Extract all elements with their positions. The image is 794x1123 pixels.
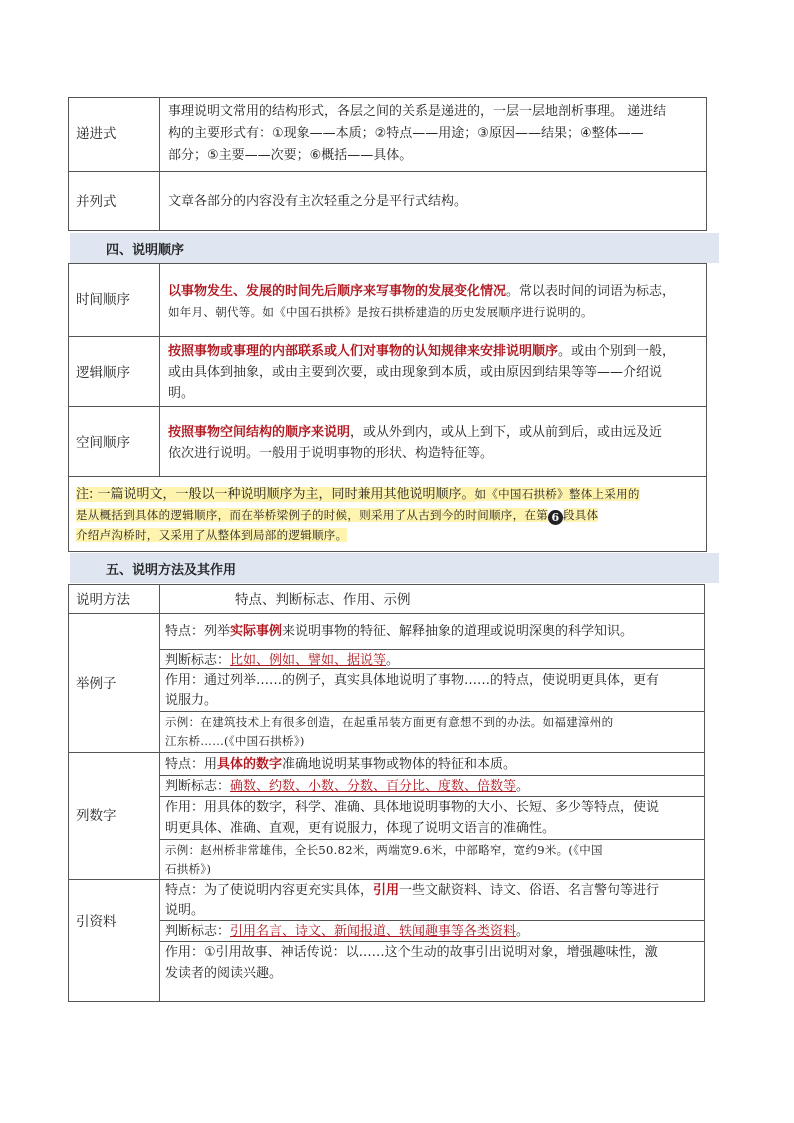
paragraph-number-badge: 6 bbox=[548, 510, 563, 525]
number-use-line-1: 作用：用具体的数字，科学、准确、具体地说明事物的大小、长短、多少等特点，使说 bbox=[165, 800, 660, 815]
order-table-row-divider bbox=[68, 336, 707, 337]
row-label-binglie: 并列式 bbox=[76, 194, 117, 210]
number-marker: 判断标志：确数、约数、小数、分数、百分比、度数、倍数等。 bbox=[165, 779, 530, 794]
section-heading-order bbox=[70, 233, 719, 263]
row-label-space: 空间顺序 bbox=[76, 435, 130, 451]
method-row-divider bbox=[68, 752, 705, 753]
section-title: 五、说明方法及其作用 bbox=[106, 563, 237, 578]
logic-line-1: 按照事物或事理的内部联系或人们对事物的认知规律来安排说明顺序。或由个别到一般， bbox=[168, 344, 676, 359]
section-heading-methods bbox=[70, 553, 719, 583]
example-use-line-2: 说服力。 bbox=[165, 693, 218, 708]
quote-use-line-2: 发读者的阅读兴趣。 bbox=[165, 966, 283, 981]
order-table-row-divider bbox=[68, 476, 707, 477]
number-sample-line-1: 示例：赵州桥非常雄伟，全长50.82米，两端宽9.6米，中部略窄，宽约9米。(《中国 bbox=[165, 843, 603, 857]
section-title: 四、说明顺序 bbox=[106, 243, 185, 258]
row-label-time: 时间顺序 bbox=[76, 292, 130, 308]
methods-table-divider bbox=[159, 584, 160, 1002]
example-sample-line-1: 示例：在建筑技术上有很多创造，在起重吊装方面更有意想不到的办法。如福建漳州的 bbox=[165, 715, 614, 729]
quote-marker: 判断标志：引用名言、诗文、新闻报道、轶闻趣事等各类资料。 bbox=[165, 924, 530, 939]
structure-table-row-divider bbox=[68, 171, 707, 172]
row-label-quote: 引资料 bbox=[76, 914, 117, 930]
methods-header-divider bbox=[68, 613, 705, 614]
logic-line-3: 明。 bbox=[168, 386, 195, 401]
jinjin-line-3: 部分；⑤主要——次要；⑥概括——具体。 bbox=[168, 148, 413, 163]
cell-divider bbox=[159, 668, 705, 669]
example-feature: 特点：列举实际事例来说明事物的特征、解释抽象的道理或说明深奥的科学知识。 bbox=[165, 624, 634, 639]
number-sample-line-2: 石拱桥》) bbox=[165, 862, 212, 876]
row-label-example: 举例子 bbox=[76, 676, 117, 692]
number-use-line-2: 明更具体、准确、直观，更有说服力，体现了说明文语言的准确性。 bbox=[165, 821, 556, 836]
column-header-details: 特点、判断标志、作用、示例 bbox=[235, 592, 411, 608]
order-note: 注: 一篇说明文，一般以一种说明顺序为主，同时兼用其他说明顺序。如《中国石拱桥》整体上采用的 是从概括到具体的逻辑顺序，而在举桥梁例子的时候，则采用了从古到今的时间顺序，在第 6 段具体 介绍卢沟桥时，又采用了从整体到局部的逻辑顺序。 bbox=[76, 487, 640, 542]
jinjin-line-1: 事理说明文常用的结构形式，各层之间的关系是递进的，一层一层地剖析事理。 递进结 bbox=[168, 104, 667, 119]
space-line-2: 依次进行说明。一般用于说明事物的形状、构造特征等。 bbox=[168, 446, 494, 461]
quote-feature-line-2: 说明。 bbox=[165, 903, 205, 918]
structure-table-divider bbox=[159, 97, 160, 231]
row-label-jinjin: 递进式 bbox=[76, 126, 117, 142]
example-sample-line-2: 江东桥……(《中国石拱桥》) bbox=[165, 734, 305, 748]
order-table-divider bbox=[159, 263, 160, 476]
example-use-line-1: 作用：通过列举……的例子，真实具体地说明了事物……的特点，使说明更具体，更有 bbox=[165, 673, 660, 688]
jinjin-line-2: 构的主要形式有：①现象——本质；②特点——用途；③原因——结果；④整体—— bbox=[168, 126, 644, 141]
time-line-2: 如年月、朝代等。如《中国石拱桥》是按石拱桥建造的历史发展顺序进行说明的。 bbox=[168, 305, 593, 319]
number-feature: 特点：用具体的数字准确地说明某事物或物体的特征和本质。 bbox=[165, 757, 517, 772]
example-marker: 判断标志：比如、例如、譬如、据说等。 bbox=[165, 653, 400, 668]
column-header-method: 说明方法 bbox=[76, 592, 130, 608]
space-line-1: 按照事物空间结构的顺序来说明，或从外到内，或从上到下，或从前到后，或由远及近 bbox=[168, 425, 663, 440]
row-label-number: 列数字 bbox=[76, 808, 117, 824]
order-table-row-divider bbox=[68, 406, 707, 407]
logic-line-2: 或由具体到抽象，或由主要到次要，或由现象到本质，或由原因到结果等等——介绍说 bbox=[168, 365, 663, 380]
time-line-1: 以事物发生、发展的时间先后顺序来写事物的发展变化情况。常以表时间的词语为标志， bbox=[168, 284, 676, 299]
binglie-text: 文章各部分的内容没有主次轻重之分是平行式结构。 bbox=[168, 194, 468, 209]
row-label-logic: 逻辑顺序 bbox=[76, 365, 130, 381]
quote-use-line-1: 作用：①引用故事、神话传说：以……这个生动的故事引出说明对象，增强趣味性，激 bbox=[165, 945, 658, 960]
quote-feature-line-1: 特点：为了使说明内容更充实具体，引用一些文献资料、诗文、俗语、名言警句等进行 bbox=[165, 883, 660, 898]
